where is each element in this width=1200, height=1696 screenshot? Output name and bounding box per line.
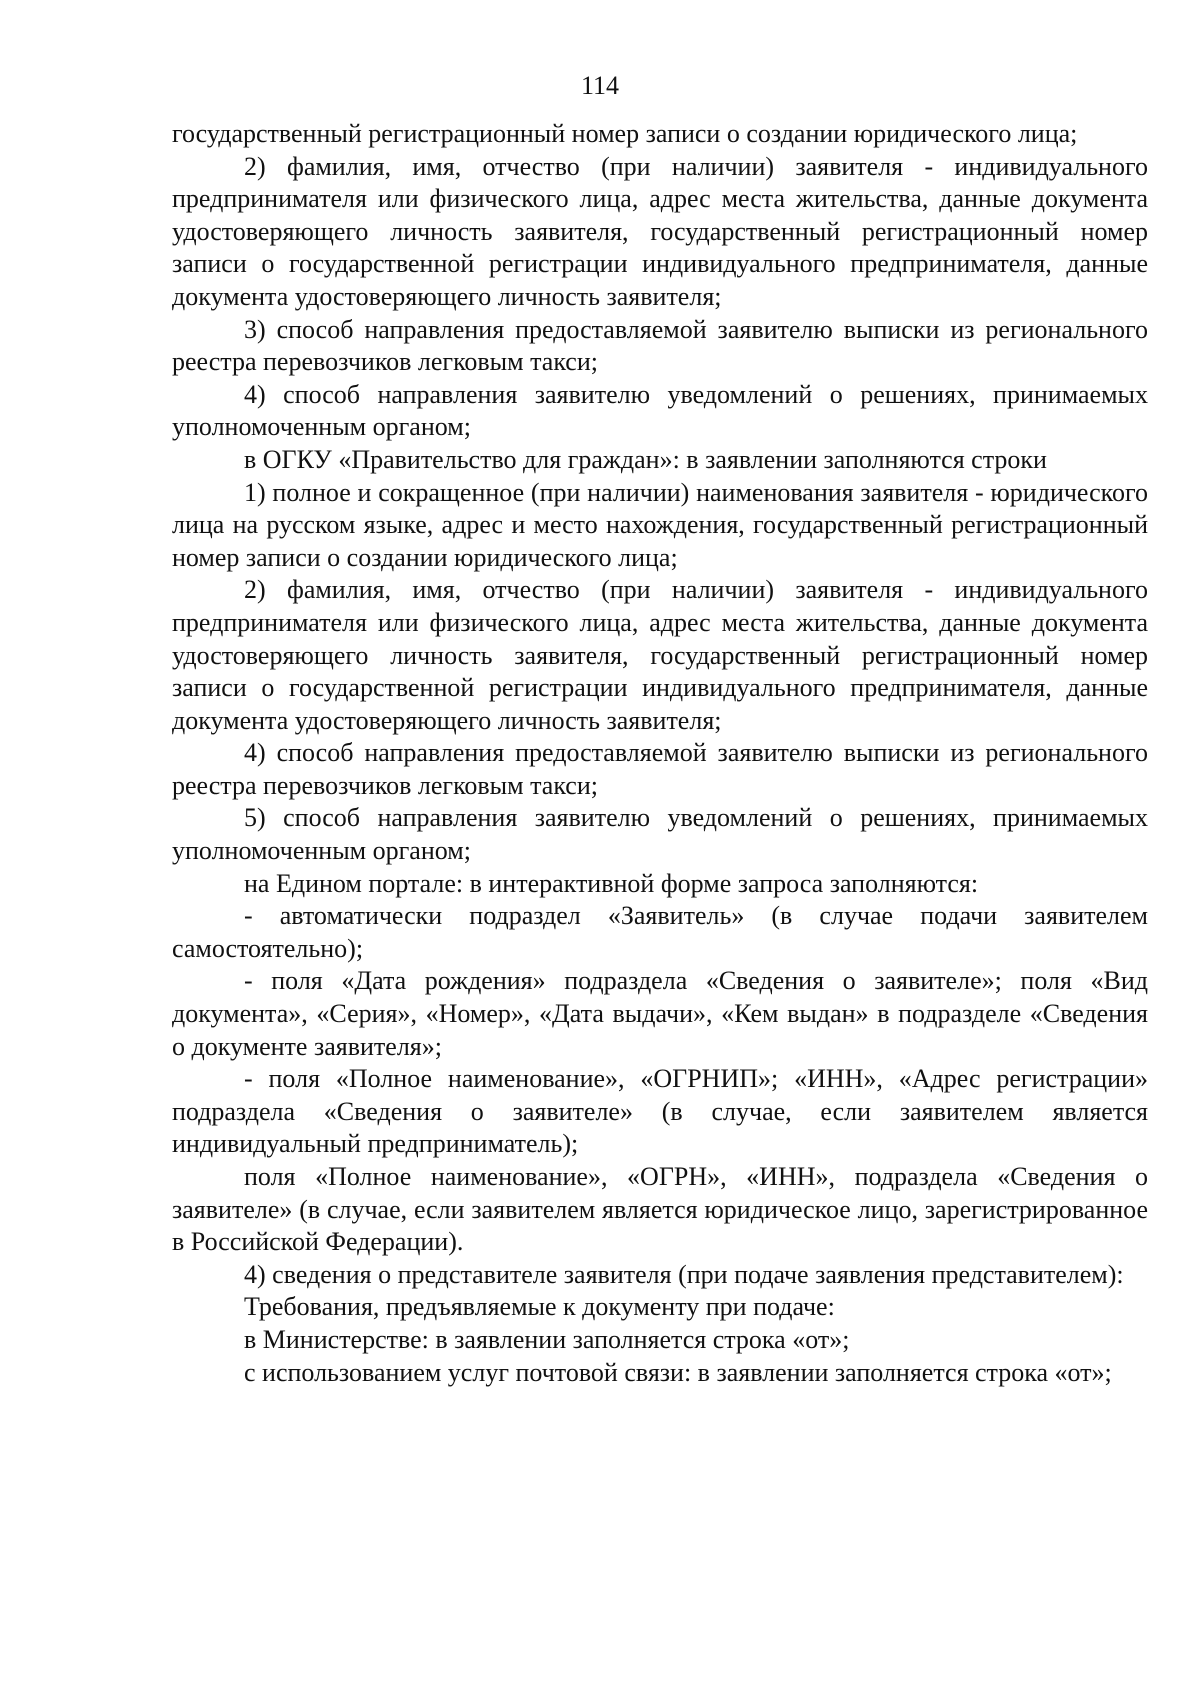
- paragraph-requirements-heading: Требования, предъявляемые к документу при подаче:: [244, 1292, 835, 1322]
- document-body: [172, 118, 1148, 1389]
- paragraph-portal-applicant-subsection: - автоматически подраздел «Заявитель» (в случае подачи заявителем самостоятельно);: [172, 901, 1148, 963]
- paragraph-item-4-representative: 4) сведения о представителе заявителя (при подаче заявления представителем):: [244, 1259, 1124, 1289]
- paragraph-continuation: государственный регистрационный номер записи о создании юридического лица;: [172, 119, 1078, 148]
- page-number: 114: [580, 71, 620, 100]
- paragraph-ministry-from-line: в Министерстве: в заявлении заполняется строка «от»;: [244, 1324, 850, 1354]
- paragraph-item-2-applicant-name: 2) фамилия, имя, отчество (при наличии) заявителя - индивидуального предпринимателя или физического лица, адрес места жительства, данные документа удостоверяющего личность заявителя, государственный регистрационный номер записи о государственной регистрации индивидуального предпринимателя, данные документа удостоверяющего личность заявителя;: [172, 151, 1148, 311]
- paragraph-ogku-heading: в ОГКУ «Правительство для граждан»: в заявлении заполняются строки: [244, 444, 1047, 474]
- paragraph-item-2-applicant-name-ogku: 2) фамилия, имя, отчество (при наличии) заявителя - индивидуального предпринимателя или физического лица, адрес места жительства, данные документа удостоверяющего личность заявителя, государственный регистрационный номер записи о государственной регистрации индивидуального предпринимателя, данные документа удостоверяющего личность заявителя;: [172, 575, 1148, 735]
- paragraph-item-4-extract-method-ogku: 4) способ направления предоставляемой заявителю выписки из регионального реестра перевозчиков легковым такси;: [172, 738, 1148, 800]
- paragraph-postal-from-line: с использованием услуг почтовой связи: в заявлении заполняется строка «от»;: [244, 1357, 1112, 1387]
- paragraph-portal-legal-entity-fields: поля «Полное наименование», «ОГРН», «ИНН», подраздела «Сведения о заявителе» (в случае, если заявителем является юридическое лицо, зарегистрированное в Российской Федерации).: [172, 1162, 1148, 1257]
- paragraph-portal-entrepreneur-fields: - поля «Полное наименование», «ОГРНИП»; «ИНН», «Адрес регистрации» подраздела «Сведения о заявителе» (в случае, если заявителем является индивидуальный предприниматель);: [172, 1064, 1148, 1159]
- paragraph-item-1-legal-entity-name: 1) полное и сокращенное (при наличии) наименования заявителя - юридического лица на русском языке, адрес и место нахождения, государственный регистрационный номер записи о создании юридического лица;: [172, 477, 1148, 572]
- paragraph-item-4-notification-method: 4) способ направления заявителю уведомлений о решениях, принимаемых уполномоченным органом;: [172, 379, 1148, 442]
- paragraph-portal-birth-date-fields: - поля «Дата рождения» подраздела «Сведения о заявителе»; поля «Вид документа», «Серия», «Номер», «Дата выдачи», «Кем выдан» в подразделе «Сведения о документе заявителя»;: [172, 966, 1148, 1061]
- paragraph-item-3-extract-method: 3) способ направления предоставляемой заявителю выписки из регионального реестра перевозчиков легковым такси;: [172, 314, 1148, 377]
- paragraph-item-5-notification-method-ogku: 5) способ направления заявителю уведомлений о решениях, принимаемых уполномоченным органом;: [172, 803, 1148, 866]
- paragraph-unified-portal-heading: на Едином портале: в интерактивной форме запроса заполняются:: [244, 868, 979, 898]
